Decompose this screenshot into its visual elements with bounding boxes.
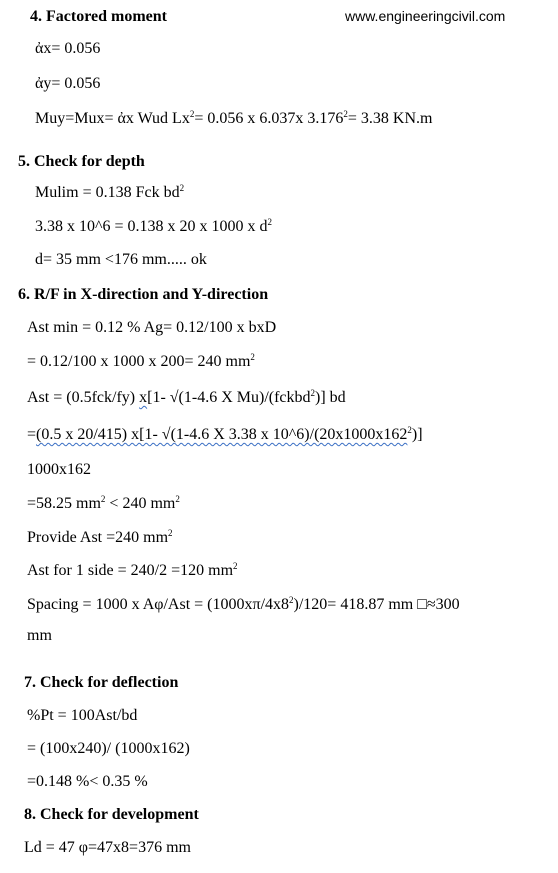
sup: 2 — [168, 528, 173, 538]
sup: 2 — [343, 109, 348, 119]
sup: 2 — [175, 494, 180, 504]
ast-substitution-eq: = — [27, 426, 37, 443]
sup: 2 — [289, 595, 294, 605]
ast-min-calc-text: = 0.12/100 x 1000 x 200= 240 mm — [27, 353, 251, 370]
alpha-y-line: ἀy= 0.056 — [35, 75, 101, 92]
ast-result-a: =58.25 mm — [27, 495, 101, 512]
heading-check-deflection: 7. Check for deflection — [24, 674, 179, 691]
ast-formula-c: )] bd — [315, 389, 346, 406]
sup: 2 — [100, 494, 106, 504]
ast-substitution-a: (0.5 x 20/415) x[1- √(1-4.6 X 3.38 x 10^6)/(20x1000x162 — [36, 426, 408, 443]
sup: 2 — [310, 388, 316, 398]
heading-check-depth: 5. Check for depth — [18, 153, 145, 170]
ast-formula-line — [27, 389, 346, 407]
muy-text-a: Muy=Mux= ἀx Wud Lx — [35, 110, 190, 127]
ast-result-b: < 240 mm — [105, 495, 176, 512]
ast-substitution-line — [27, 426, 423, 444]
sup: 2 — [267, 217, 273, 227]
sup: 2 — [233, 561, 238, 571]
heading-rf-xy: 6. R/F in X-direction and Y-direction — [18, 286, 269, 303]
pt-formula-line: %Pt = 100Ast/bd — [27, 707, 138, 724]
sup: 2 — [189, 109, 195, 119]
heading-factored-moment: 4. Factored moment — [30, 8, 167, 25]
ast-min-line: Ast min = 0.12 % Ag= 0.12/100 x bxD — [27, 319, 277, 336]
mulim-text: Mulim = 0.138 Fck bd — [35, 184, 180, 201]
ast-formula-a: Ast = (0.5fck/fy) — [27, 389, 140, 406]
watermark-url: www.engineeringcivil.com — [345, 8, 506, 24]
pt-calc-line: = (100x240)/ (1000x162) — [27, 740, 190, 757]
ast-substitution-b: )] — [411, 426, 423, 443]
muy-line — [35, 110, 432, 128]
depth-equation-text: 3.38 x 10^6 = 0.138 x 20 x 1000 x d — [35, 218, 268, 235]
muy-text-c: = 3.38 KN.m — [347, 110, 433, 127]
spacing-line — [27, 596, 460, 614]
ast-formula-x: x — [139, 389, 148, 406]
alpha-x-line: ἀx= 0.056 — [35, 40, 101, 57]
ld-line: Ld = 47 φ=47x8=376 mm — [24, 839, 191, 856]
bd-line: 1000x162 — [27, 461, 91, 478]
sup: 2 — [407, 425, 412, 435]
muy-text-b: = 0.056 x 6.037x 3.176 — [194, 110, 344, 127]
heading-check-development: 8. Check for development — [24, 806, 199, 823]
spacing-text-b: )/120= 418.87 mm □≈300 — [293, 596, 460, 613]
provide-ast-line — [27, 529, 173, 547]
sup: 2 — [179, 183, 185, 193]
spacing-unit-line: mm — [27, 627, 52, 644]
ast-formula-b: [1- √(1-4.6 X Mu)/(fckbd — [147, 389, 311, 406]
depth-equation-line — [35, 218, 272, 236]
mulim-line — [35, 184, 184, 202]
sup: 2 — [250, 352, 255, 362]
provide-ast-text: Provide Ast =240 mm — [27, 529, 169, 546]
pt-result-line: =0.148 %< 0.35 % — [27, 773, 148, 790]
ast-result-line — [27, 495, 180, 513]
spacing-text-a: Spacing = 1000 x Aφ/Ast = (1000xπ/4x8 — [27, 596, 290, 613]
ast-one-side-line — [27, 562, 238, 580]
ast-one-side-text: Ast for 1 side = 240/2 =120 mm — [27, 562, 234, 579]
ast-min-calc-line — [27, 353, 255, 371]
depth-result-line: d= 35 mm <176 mm..... ok — [35, 251, 207, 268]
